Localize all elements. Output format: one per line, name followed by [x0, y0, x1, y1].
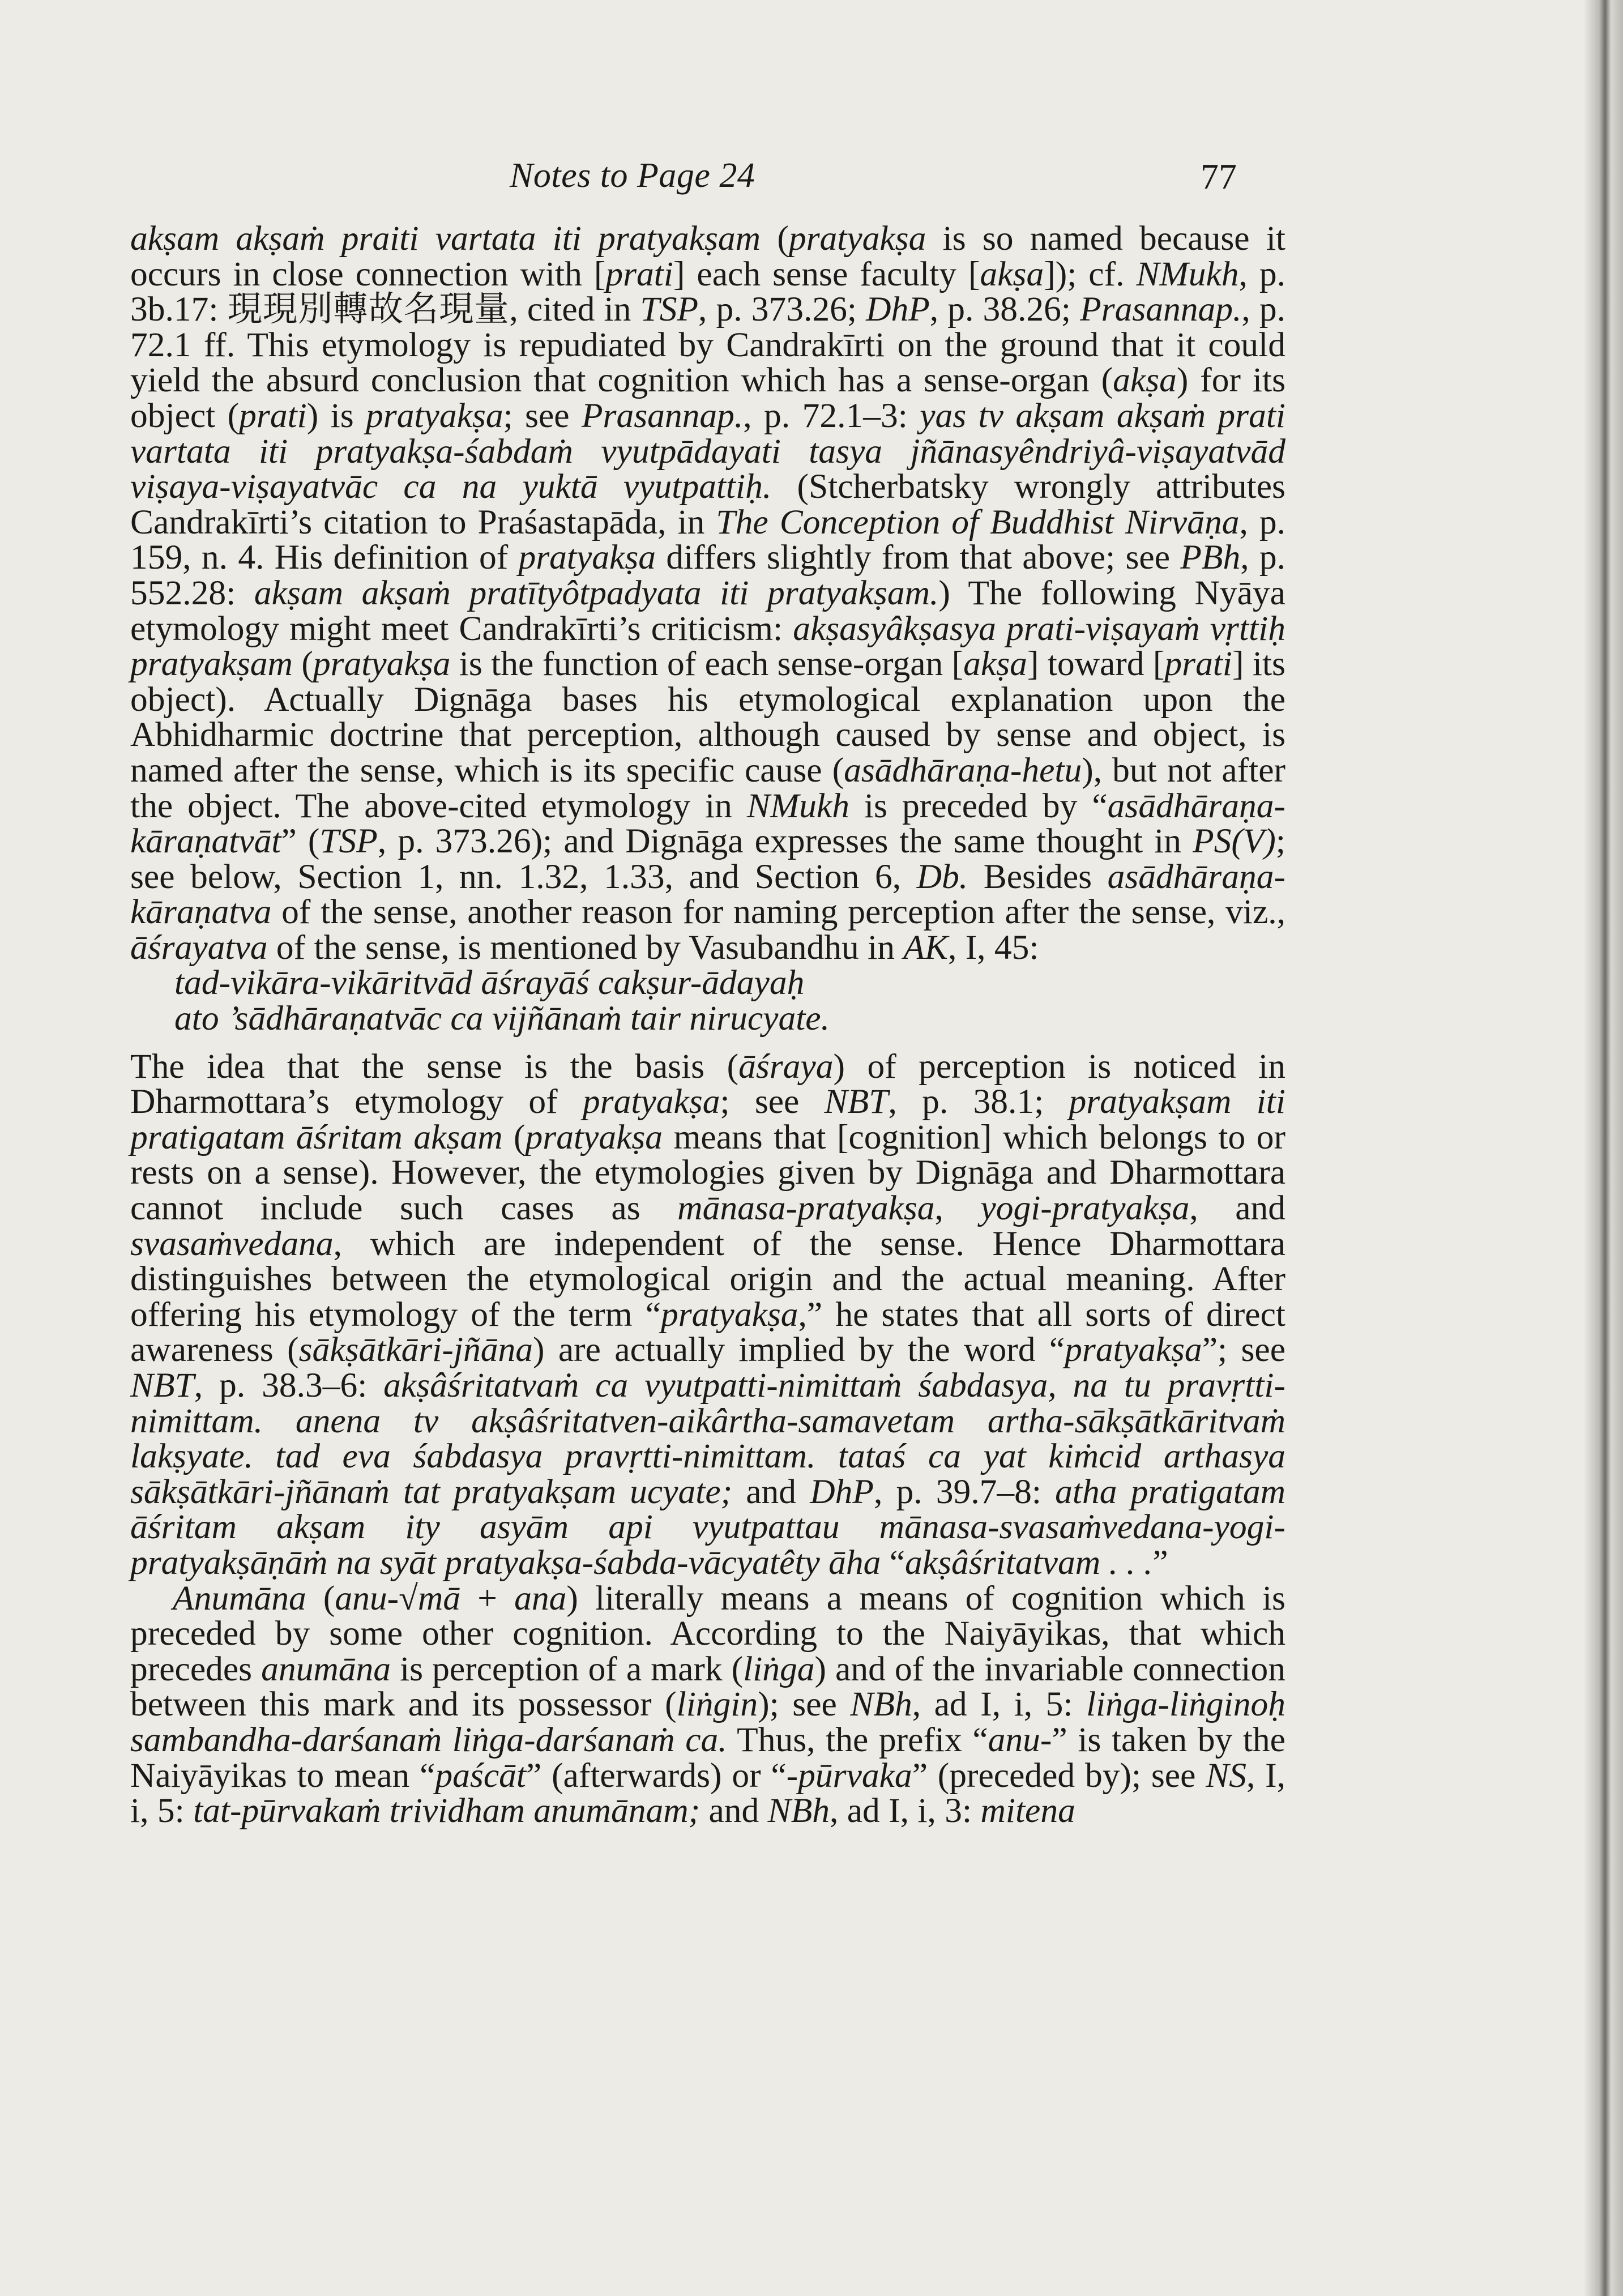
- text-run: Besides: [968, 857, 1108, 896]
- italic-run: TSP: [319, 822, 378, 861]
- italic-run: mā: [417, 1578, 461, 1618]
- italic-run: akṣasyâkṣasya prati-viṣayaṁ vṛttiḥ pratyakṣam: [130, 609, 1285, 684]
- italic-run: akṣâśritatvam . . .: [905, 1543, 1153, 1582]
- text-run: means that [cognition] which belongs to or rests on a sense). However, the etymologies given by Dignāga and Dharmottara cannot include such cases as: [130, 1117, 1285, 1228]
- text-run: , p. 72.1–3:: [743, 396, 920, 435]
- italic-run: anumāna: [261, 1649, 391, 1688]
- running-head: Notes to Page 24: [510, 156, 755, 195]
- text-run: , p. 72.1 ff. This etymology is repudiated by Candrakīrti on the ground that it could yield the absurd conclusion that cognition which has a sense-organ (: [130, 290, 1286, 400]
- text-run: ; see below, Section 1, nn. 1.32, 1.33, and Section 6,: [130, 822, 1285, 896]
- italic-run: akṣam akṣaṁ praiti vartata iti pratyakṣam: [130, 219, 761, 258]
- text-run: +: [460, 1578, 515, 1618]
- text-run: is perception of a mark (: [391, 1649, 744, 1688]
- italic-run: asādhāraṇa-kāraṇatvāt: [130, 786, 1285, 861]
- text-run: ” (preceded by); see: [912, 1756, 1206, 1795]
- italic-run: The Conception of Buddhist Nirvāṇa: [716, 502, 1240, 541]
- italic-run: Db.: [916, 857, 968, 896]
- text-run: and: [700, 1791, 768, 1830]
- italic-run: -pūrvaka: [786, 1756, 912, 1795]
- text-run: ) of perception is noticed in Dharmottara’s etymology of: [130, 1047, 1285, 1121]
- text-run: ) is: [306, 396, 366, 435]
- text-run: , p. 3b.17: 現現別轉故名現量, cited in: [130, 254, 1285, 329]
- italic-run: pratyakṣam iti pratigatam āśritam akṣam: [130, 1082, 1285, 1156]
- text-run: ), but not after the object. The above-cited etymology in: [130, 750, 1285, 825]
- italic-run: pratyakṣa: [525, 1117, 663, 1156]
- italic-run: āśrayatva: [130, 928, 268, 967]
- italic-run: PS(V): [1193, 822, 1276, 861]
- italic-run: paścāt: [435, 1756, 526, 1795]
- italic-run: sākṣātkāri-jñāna: [298, 1330, 533, 1369]
- text-run: ) are actually implied by the word “: [532, 1330, 1065, 1369]
- text-run: is preceded by “: [849, 786, 1108, 825]
- text-run: ] its object). Actually Dignāga bases his etymological explanation upon the Abhidharmic doctrine that perception, although caused by sense and object, is named after the sense, which is its specific cause (: [130, 645, 1285, 789]
- italic-run: pratyakṣa: [1065, 1330, 1202, 1369]
- text-run: “: [881, 1543, 906, 1582]
- italic-run: NBT: [824, 1082, 889, 1121]
- italic-run: akṣa: [963, 645, 1027, 684]
- italic-run: pratyakṣa: [366, 396, 503, 435]
- text-run: , p. 38.3–6:: [194, 1366, 384, 1405]
- text-run: of the sense, another reason for naming perception after the sense, viz.,: [271, 893, 1285, 932]
- italic-run: Prasannap.: [581, 396, 744, 435]
- text-run: , ad I, i, 3:: [830, 1791, 981, 1830]
- text-run: (: [502, 1117, 526, 1156]
- italic-run: pratyakṣa: [518, 538, 656, 577]
- text-run: ] each sense faculty [: [673, 254, 980, 293]
- text-run: is the function of each sense-organ [: [450, 645, 964, 684]
- italic-run: pratyakṣa: [313, 645, 451, 684]
- italic-run: prati: [239, 396, 307, 435]
- italic-run: yogi-pratyakṣa: [980, 1189, 1190, 1228]
- italic-run: mānasa-pratyakṣa: [677, 1189, 935, 1228]
- page-number: 77: [1201, 156, 1237, 197]
- italic-run: svasaṁvedana: [130, 1224, 334, 1263]
- italic-run: Prasannap.: [1080, 290, 1242, 329]
- paragraph-1: [130, 221, 1285, 965]
- text-run: , p. 38.26;: [929, 290, 1080, 329]
- text-run: ; see: [503, 396, 582, 435]
- text-run: and: [732, 1472, 810, 1511]
- italic-run: prati: [1164, 645, 1233, 684]
- italic-run: liṅga: [743, 1649, 815, 1688]
- text-run: (: [761, 219, 789, 258]
- paragraph-2: [130, 1049, 1285, 1581]
- italic-run: Anumāna: [173, 1578, 306, 1618]
- text-run: , I, 45:: [947, 928, 1039, 967]
- text-run: ] toward [: [1027, 645, 1165, 684]
- text-run: (: [292, 645, 313, 684]
- verse-line-2: ato ’sādhāraṇatvāc ca vijñānaṁ tair nirucyate.: [174, 999, 830, 1038]
- italic-run: mitena: [980, 1791, 1075, 1830]
- italic-run: pratyakṣa: [661, 1295, 798, 1334]
- text-run: , and: [1189, 1189, 1285, 1228]
- text-run: , p. 552.28:: [130, 538, 1286, 612]
- italic-run: pratyakṣa: [582, 1082, 720, 1121]
- text-run: ” is taken by the Naiyāyikas to mean “: [130, 1720, 1285, 1795]
- italic-run: prati: [605, 254, 673, 293]
- text-run: , p. 159, n. 4. His definition of: [130, 502, 1286, 577]
- text-run: differs slightly from that above; see: [656, 538, 1181, 577]
- text-run: ”: [1152, 1543, 1168, 1582]
- text-run: , p. 38.1;: [888, 1082, 1069, 1121]
- text-run: ; see: [720, 1082, 825, 1121]
- italic-run: TSP: [640, 290, 699, 329]
- italic-run: AK: [903, 928, 948, 967]
- italic-run: NBh: [767, 1791, 830, 1830]
- italic-run: atha pratigatam āśritam akṣam ity asyām api vyutpattau mānasa-svasaṁvedana-yogi-pratyakṣāṇāṁ na syāt pratyakṣa-śabda-vācyatêty āha: [130, 1472, 1285, 1582]
- italic-run: liṅgin: [676, 1685, 758, 1724]
- text-run: , p. 373.26;: [698, 290, 866, 329]
- text-run: ) The following Nyāya etymology might meet Candrakīrti’s criticism:: [130, 573, 1285, 648]
- italic-run: NBT: [130, 1366, 194, 1405]
- italic-run: NS: [1206, 1756, 1246, 1795]
- paragraph-3: [130, 1578, 1286, 1830]
- text-run: ]); cf.: [1044, 254, 1137, 293]
- text-run: , p. 39.7–8:: [873, 1472, 1056, 1511]
- italic-run: NMukh: [746, 786, 849, 825]
- italic-run: asādhāraṇa-kāraṇatva: [130, 857, 1285, 932]
- italic-run: liṅga-liṅginoḥ sambandha-darśanaṁ liṅga-darśanaṁ ca.: [130, 1685, 1286, 1759]
- verse-line-1: tad-vikāra-vikāritvād āśrayāś cakṣur-ādayaḥ: [174, 963, 805, 1002]
- text-run: ” (afterwards) or “: [526, 1756, 787, 1795]
- text-run: √: [399, 1578, 418, 1618]
- text-run: ,: [934, 1189, 981, 1228]
- italic-run: ana: [514, 1578, 567, 1618]
- italic-run: akṣa: [980, 254, 1044, 293]
- italic-run: āśraya: [738, 1047, 834, 1086]
- text-run: , which are independent of the sense. Hence Dharmottara distinguishes between the etymological origin and the actual meaning. After offering his etymology of the term “: [130, 1224, 1285, 1334]
- body-text: [130, 221, 1285, 1829]
- italic-run: anu-: [988, 1720, 1052, 1759]
- verse-quotation: [174, 965, 1285, 1036]
- italic-run: yas tv akṣam akṣaṁ prati vartata iti pratyakṣa-śabdaṁ vyutpādayati tasya jñānasyêndriyâ-viṣayatvād viṣaya-viṣayatvāc ca na yuktā vyutpattiḥ.: [130, 396, 1286, 506]
- page-binding-edge: [1583, 0, 1623, 2296]
- text-run: is so named because it occurs in close connection with [: [130, 219, 1286, 293]
- text-run: ) and of the invariable connection between this mark and its possessor (: [130, 1649, 1285, 1724]
- italic-run: tat-pūrvakaṁ trividham anumānam;: [193, 1791, 701, 1830]
- text-run: of the sense, is mentioned by Vasubandhu in: [267, 928, 904, 967]
- text-run: (: [306, 1578, 335, 1618]
- italic-run: DhP: [866, 290, 930, 329]
- text-run: ,” he states that all sorts of direct awareness (: [130, 1295, 1285, 1369]
- italic-run: PBh: [1180, 538, 1241, 577]
- text-run: ” (: [281, 822, 320, 861]
- text-run: , I, i, 5:: [130, 1756, 1285, 1830]
- text-run: , p. 373.26); and Dignāga expresses the same thought in: [377, 822, 1193, 861]
- italic-run: akṣâśritatvaṁ ca vyutpatti-nimittaṁ śabdasya, na tu pravṛtti-nimittam. anena tv akṣâśritatven-aikârtha-samavetam artha-sākṣātkāritvaṁ lakṣyate. tad eva śabdasya pravṛtti-nimittam. tataś ca yat kiṁcid arthasya sākṣātkāri-jñānaṁ tat pratyakṣam ucyate;: [130, 1366, 1285, 1511]
- italic-run: asādhāraṇa-hetu: [844, 750, 1082, 789]
- text-run: (Stcherbatsky wrongly attributes Candrakīrti’s citation to Praśastapāda, in: [130, 467, 1285, 541]
- italic-run: pratyakṣa: [788, 219, 926, 258]
- text-run: ) literally means a means of cognition which is preceded by some other cognition. According to the Naiyāyikas, that which precedes: [130, 1578, 1285, 1688]
- text-run: , ad I, i, 5:: [912, 1685, 1087, 1724]
- italic-run: akṣa: [1113, 361, 1177, 400]
- italic-run: NMukh: [1136, 254, 1239, 293]
- text-run: ”; see: [1202, 1330, 1285, 1369]
- italic-run: akṣam akṣaṁ pratītyôtpadyata iti pratyakṣam.: [254, 573, 939, 612]
- text-run: The idea that the sense is the basis (: [130, 1047, 739, 1086]
- italic-run: anu-: [335, 1578, 399, 1618]
- text-run: ); see: [758, 1685, 851, 1724]
- italic-run: NBh: [850, 1685, 912, 1724]
- text-run: Thus, the prefix “: [727, 1720, 988, 1759]
- italic-run: DhP: [810, 1472, 874, 1511]
- text-run: ) for its object (: [130, 361, 1286, 435]
